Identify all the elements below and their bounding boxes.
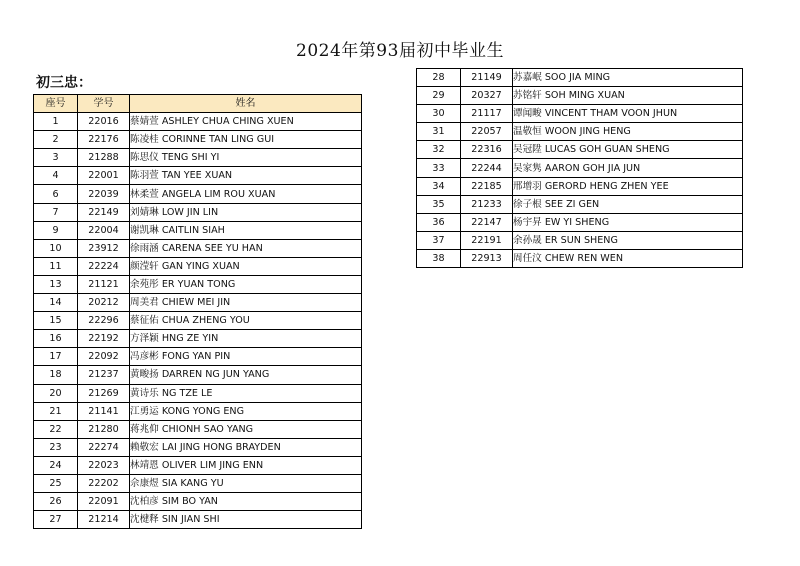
student-name-cell: 陈凌桂 CORINNE TAN LING GUI [130,131,362,149]
student-name-cell: 周任汶 CHEW REN WEN [513,249,743,267]
table-row [417,141,743,159]
table-row [34,275,362,293]
seat-cell: 9 [34,221,78,239]
student-id-cell: 22092 [78,348,130,366]
student-name-cell: 徐子根 SEE ZI GEN [513,195,743,213]
seat-cell: 13 [34,275,78,293]
student-id-cell: 22023 [78,456,130,474]
table-header-row [34,95,362,113]
table-row [34,456,362,474]
student-id-cell: 22004 [78,221,130,239]
table-row [417,213,743,231]
seat-cell: 15 [34,312,78,330]
seat-cell: 24 [34,456,78,474]
seat-cell: 2 [34,131,78,149]
table-row [34,384,362,402]
table-row [34,438,362,456]
seat-cell: 21 [34,402,78,420]
student-id-cell: 22016 [78,113,130,131]
student-name-cell: 谢凯琳 CAITLIN SIAH [130,221,362,239]
student-id-cell: 21288 [78,149,130,167]
seat-cell: 32 [417,141,461,159]
student-name-cell: 杨宇昇 EW YI SHENG [513,213,743,231]
student-name-cell: 陈思仪 TENG SHI YI [130,149,362,167]
table-row [34,203,362,221]
student-id-cell: 22176 [78,131,130,149]
table-row [34,312,362,330]
seat-cell: 18 [34,366,78,384]
seat-cell: 20 [34,384,78,402]
student-id-cell: 21269 [78,384,130,402]
table-row [34,366,362,384]
student-name-cell: 吴家隽 AARON GOH JIA JUN [513,159,743,177]
page-title: 2024年第93届初中毕业生 [296,41,504,61]
student-name-cell: 苏铭轩 SOH MING XUAN [513,87,743,105]
student-id-cell: 21121 [78,275,130,293]
student-name-cell: 沈楗释 SIN JIAN SHI [130,511,362,529]
student-name-cell: 冯彦彬 FONG YAN PIN [130,348,362,366]
seat-cell: 29 [417,87,461,105]
table-row [34,511,362,529]
student-name-cell: 林靖恩 OLIVER LIM JING ENN [130,456,362,474]
table-row [417,87,743,105]
seat-cell: 27 [34,511,78,529]
seat-cell: 33 [417,159,461,177]
table-row [34,474,362,492]
table-row [34,257,362,275]
student-id-cell: 21233 [461,195,513,213]
table-row [34,493,362,511]
student-name-cell: 黄畯扬 DARREN NG JUN YANG [130,366,362,384]
table-row [34,294,362,312]
class-label: 初三忠： [36,75,92,91]
table-row [417,231,743,249]
student-name-cell: 方泽颖 HNG ZE YIN [130,330,362,348]
student-name-cell: 徐雨涵 CARENA SEE YU HAN [130,239,362,257]
seat-cell: 38 [417,249,461,267]
student-name-cell: 陈羽萱 TAN YEE XUAN [130,167,362,185]
student-id-cell: 20327 [461,87,513,105]
table-row [34,239,362,257]
seat-cell: 6 [34,185,78,203]
seat-cell: 26 [34,493,78,511]
student-id-cell: 22185 [461,177,513,195]
table-row [34,221,362,239]
table-row [34,131,362,149]
student-id-cell: 22057 [461,123,513,141]
student-name-cell: 江勇运 KONG YONG ENG [130,402,362,420]
seat-cell: 16 [34,330,78,348]
seat-cell: 7 [34,203,78,221]
student-name-cell: 林柔萱 ANGELA LIM ROU XUAN [130,185,362,203]
seat-cell: 35 [417,195,461,213]
student-id-cell: 22191 [461,231,513,249]
student-name-cell: 刘婧琳 LOW JIN LIN [130,203,362,221]
student-name-cell: 谭闻畯 VINCENT THAM VOON JHUN [513,105,743,123]
seat-cell: 10 [34,239,78,257]
student-name-cell: 余孙晟 ER SUN SHENG [513,231,743,249]
seat-cell: 25 [34,474,78,492]
student-id-cell: 21117 [461,105,513,123]
student-id-cell: 22001 [78,167,130,185]
student-id-cell: 21214 [78,511,130,529]
table-row [34,167,362,185]
student-name-cell: 蒋兆仰 CHIONH SAO YANG [130,420,362,438]
student-id-cell: 22149 [78,203,130,221]
student-id-cell: 22224 [78,257,130,275]
student-id-cell: 22091 [78,493,130,511]
student-id-cell: 21149 [461,69,513,87]
seat-cell: 14 [34,294,78,312]
student-id-cell: 22039 [78,185,130,203]
student-id-cell: 22913 [461,249,513,267]
seat-cell: 37 [417,231,461,249]
table-row [417,159,743,177]
student-name-cell: 吴冠陞 LUCAS GOH GUAN SHENG [513,141,743,159]
student-name-cell: 温敬恒 WOON JING HENG [513,123,743,141]
student-id-cell: 21280 [78,420,130,438]
seat-cell: 22 [34,420,78,438]
student-name-cell: 周美君 CHIEW MEI JIN [130,294,362,312]
seat-cell: 4 [34,167,78,185]
table-row [417,195,743,213]
seat-cell: 17 [34,348,78,366]
seat-cell: 34 [417,177,461,195]
student-id-cell: 22147 [461,213,513,231]
seat-cell: 28 [417,69,461,87]
student-table-left [33,94,362,529]
table-row [417,249,743,267]
seat-cell: 30 [417,105,461,123]
student-id-cell: 22296 [78,312,130,330]
student-id-cell: 20212 [78,294,130,312]
seat-cell: 31 [417,123,461,141]
table-row [34,402,362,420]
student-id-cell: 23912 [78,239,130,257]
table-row [34,420,362,438]
student-id-cell: 22192 [78,330,130,348]
seat-cell: 1 [34,113,78,131]
student-id-cell: 22202 [78,474,130,492]
student-name-cell: 沈柏彦 SIM BO YAN [130,493,362,511]
student-name-cell: 蔡征佑 CHUA ZHENG YOU [130,312,362,330]
student-name-cell: 佘康煜 SIA KANG YU [130,474,362,492]
student-name-cell: 颜滢轩 GAN YING XUAN [130,257,362,275]
header-name: 姓名 [130,95,362,113]
student-name-cell: 黄诗乐 NG TZE LE [130,384,362,402]
seat-cell: 23 [34,438,78,456]
table-row [34,149,362,167]
table-row [417,105,743,123]
student-name-cell: 苏嘉岷 SOO JIA MING [513,69,743,87]
header-student-id: 学号 [78,95,130,113]
table-row [417,69,743,87]
student-name-cell: 赖敬宏 LAI JING HONG BRAYDEN [130,438,362,456]
table-row [34,113,362,131]
table-row [417,123,743,141]
student-id-cell: 22244 [461,159,513,177]
student-name-cell: 蔡婧萱 ASHLEY CHUA CHING XUEN [130,113,362,131]
student-id-cell: 22316 [461,141,513,159]
seat-cell: 11 [34,257,78,275]
table-row [34,185,362,203]
table-row [34,330,362,348]
header-seat: 座号 [34,95,78,113]
table-row [34,348,362,366]
seat-cell: 3 [34,149,78,167]
table-row [417,177,743,195]
student-name-cell: 余苑彤 ER YUAN TONG [130,275,362,293]
student-id-cell: 21141 [78,402,130,420]
student-table-right [416,68,743,268]
seat-cell: 36 [417,213,461,231]
student-id-cell: 22274 [78,438,130,456]
student-id-cell: 21237 [78,366,130,384]
student-name-cell: 邢增羽 GERORD HENG ZHEN YEE [513,177,743,195]
